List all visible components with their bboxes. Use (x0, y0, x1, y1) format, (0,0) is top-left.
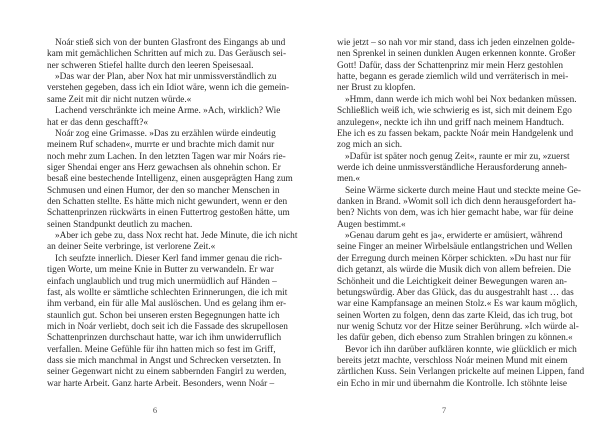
text-line: dich getanzt, als würde die Musik dich von allem befreien. Die (337, 265, 571, 276)
text-line: Bevor ich ihn darüber aufklären konnte, wie glücklich er mich (345, 344, 577, 355)
text-line: seinen Worten zu folgen, denn das zarte Kleid, das ich trug, bot (337, 310, 573, 321)
right-page-text (337, 38, 585, 390)
text-line: Schließlich weiß ich, wie schwierig es ist, sich mit deinem Ego (337, 106, 572, 117)
text-line: verstehen gegeben, dass ich ein Idiot wäre, wenn ich die gemein- (47, 83, 290, 94)
left-page-text (47, 38, 298, 390)
text-line: meinem Ruf schaden«, murrte er und brachte mich damit nur (47, 140, 275, 151)
text-line: staunlich gut. Schon bei unseren ersten Begegnungen hatte ich (47, 310, 280, 321)
text-line: Ehe ich es zu fassen bekam, packte Noár mein Handgelenk und (337, 128, 574, 139)
text-line: siger Shendai enger ans Herz gewachsen als ohnehin schon. Er (47, 162, 281, 173)
text-line: bereits jetzt machte, verschloss Noár meinen Mund mit einem (337, 356, 568, 367)
text-line: seiner Gegenwart nicht zu einem sabbernden Fangirl zu werden, (47, 367, 287, 378)
text-line: den Schatten stellte. Es hätte mich nicht gewundert, wenn er den (47, 197, 288, 208)
text-line: Noár stieß sich von der bunten Glasfront des Eingangs ab und (55, 38, 286, 48)
text-line: mich in Noár verliebt, doch seit ich die Fassade des skrupellosen (47, 321, 288, 332)
text-line: Lachend verschränkte ich meine Arme. »Ach, wirklich? Wie (55, 106, 281, 117)
text-line: Schattenprinzen durchschaut hatte, war ich ihm unwiderruflich (47, 333, 282, 344)
text-line: verfallen. Meine Gefühle für ihn hatten mich so fest im Griff, (47, 344, 276, 355)
text-line: Schattenprinzen rückwärts in einen Futtertrog gestoßen hätte, um (47, 208, 290, 219)
text-line: »Dafür ist später noch genug Zeit«, raunte er mir zu, »zuerst (345, 151, 570, 162)
text-line: ein Echo in mir und übernahm die Kontrolle. Ich stöhnte leise (337, 378, 568, 389)
text-line: ben? Nichts von dem, was ich hier gemacht habe, war für deine (337, 208, 574, 219)
text-line: »Genau darum geht es ja«, erwiderte er amüsiert, während (345, 231, 563, 242)
text-line: war eine Kampfansage an meinen Stolz.« Es war kaum möglich, (337, 299, 578, 310)
text-line: Gott! Dafür, dass der Schattenprinz mir mein Herz gestohlen (337, 60, 564, 71)
text-line: Schönheit und die Leichtigkeit deiner Bewegungen waren an- (337, 276, 568, 287)
text-line: ner schweren Stiefel hallte durch den leeren Speisesaal. (47, 60, 254, 71)
text-line: ner Brust zu klopfen. (337, 83, 416, 94)
text-line: Schmusen und einen Humor, der den so mancher Menschen in (47, 185, 280, 196)
text-line: men.« (337, 174, 360, 185)
text-line: danken in Brand. »Womit soll ich dich denn herausgefordert ha- (337, 197, 576, 208)
text-line: der Erregung durch meinen Körper schickten. »Du hast nur für (337, 253, 571, 264)
text-line: hatte, begann es gerade ziemlich wild und verräterisch in mei- (337, 72, 569, 83)
text-line: wie jetzt – so nah vor mir stand, dass ich jeden einzelnen golde- (337, 38, 575, 48)
text-line: noch mehr zum Lachen. In den letzten Tagen war mir Noárs rie- (47, 151, 286, 162)
text-line: tigen Worte, um meine Knie in Butter zu verwandeln. Er war (47, 265, 274, 276)
text-line: hat er das denn geschafft?« (47, 117, 149, 128)
text-line: kam mit gemächlichen Schritten auf mich zu. Das Geräusch sei- (47, 49, 287, 60)
text-line: einfach unglaublich und trug mich unermüdlich auf Händen – (47, 276, 277, 287)
text-line: »Aber ich gebe zu, dass Nox recht hat. Jede Minute, die ich nicht (55, 231, 298, 242)
text-line: zog mich an sich. (337, 140, 403, 151)
text-line: zärtlichen Kuss. Sein Verlangen prickelte auf meinen Lippen, fand (337, 367, 585, 378)
text-line: betungswürdig. Aber das Glück, das du ausgestrahlt hast … das (337, 287, 574, 298)
text-line: Augen bestimmt.« (337, 219, 406, 230)
text-line: seine Finger an meiner Wirbelsäule entlangstrichen und Wellen (337, 242, 573, 253)
right-page-number: 7 (441, 405, 447, 415)
text-line: les dafür geben, dich ebenso zum Strahlen bringen zu können.« (337, 333, 573, 344)
text-line: nur wenig Schutz vor der Hitze seiner Berührung. »Ich würde al- (337, 321, 579, 332)
text-line: Noár zog eine Grimasse. »Das zu erzählen würde eindeutig (55, 128, 276, 139)
text-line: war harte Arbeit. Ganz harte Arbeit. Besonders, wenn Noár – (47, 378, 275, 389)
text-line: besaß eine bestechende Intelligenz, einen ausgeprägten Hang zum (47, 174, 293, 185)
text-line: ihm verband, ein für alle Mal auslöschen. Und es gelang ihm er- (47, 299, 287, 310)
text-line: »Das war der Plan, aber Nox hat mir unmissverständlich zu (55, 72, 277, 83)
text-line: same Zeit mit dir nicht nutzen würde.« (47, 94, 192, 105)
left-page-number: 6 (152, 405, 158, 415)
text-line: dass sie mich manchmal in Angst und Schrecken versetzten. In (47, 356, 281, 367)
text-line: anzulegen«, neckte ich ihn und griff nach meinem Handtuch. (337, 117, 565, 128)
text-line: fast, als wollte er sämtliche schlechten Erinnerungen, die ich mit (47, 287, 288, 298)
text-line: seinen Standpunkt deutlich zu machen. (47, 219, 193, 230)
text-line: Ich seufzte innerlich. Dieser Kerl fand immer genau die rich- (55, 253, 283, 264)
text-line: werde ich deine unmissverständliche Herausforderung anneh- (337, 162, 568, 173)
text-line: nen Sprenkel in seinen dunklen Augen erkennen konnte. Großer (337, 49, 576, 60)
text-line: »Hmm, dann werde ich mich wohl bei Nox bedanken müssen. (345, 94, 577, 105)
text-line: an deiner Seite verbringe, ist verlorene Zeit.« (47, 242, 216, 253)
text-line: Seine Wärme sickerte durch meine Haut und steckte meine Ge- (345, 185, 582, 196)
